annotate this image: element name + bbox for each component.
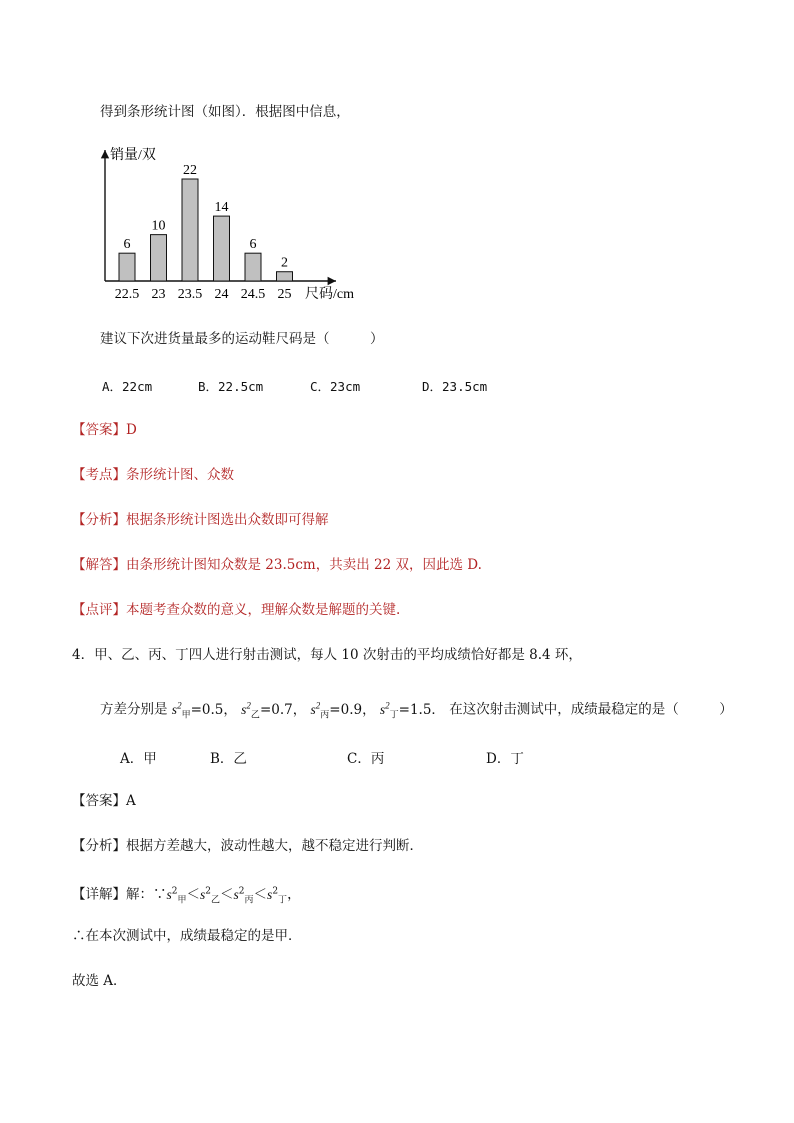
ineq-op-2: ＜ [220, 886, 234, 903]
variance-ding: $s^2_丁=1.5$． [379, 700, 445, 721]
q3-jieda [72, 556, 482, 574]
bar-value-label: 6 [123, 237, 131, 253]
bar-25 [277, 272, 293, 281]
bar-value-label: 10 [151, 218, 166, 234]
variance-jia: $s^2_甲=0.5$， [171, 700, 237, 721]
q4-line2 [100, 696, 733, 724]
bar-23 [151, 235, 167, 281]
answer-value: A [126, 793, 136, 809]
q4-final: 故选 A． [72, 973, 127, 989]
q3-option-d: D．23.5cm [422, 379, 488, 394]
q3-dianping [72, 601, 400, 619]
bar-value-label: 22 [183, 163, 197, 178]
q4-option-b: B．乙 [210, 751, 247, 767]
detail-tag: 【详解】 [72, 886, 126, 903]
ineq-term-3: $s^2_丙$ [233, 886, 254, 906]
q4-line1: 4．甲、乙、丙、丁四人进行射击测试，每人 10 次射击的平均成绩恰好都是 8.4 环， [72, 647, 582, 663]
ineq-term-4: $s^2_丁$ [267, 886, 288, 906]
answer-tag: 【答案】 [72, 422, 126, 438]
q3-kaodian [72, 466, 234, 484]
kaodian-tag: 【考点】 [72, 467, 126, 483]
x-tick-label: 25 [277, 287, 292, 302]
jieda-text: 由条形统计图知众数是 23.5cm，共卖出 22 双，因此选 D. [126, 557, 482, 573]
dianping-tag: 【点评】 [72, 602, 126, 618]
bar-value-label: 6 [249, 237, 257, 253]
answer-tag: 【答案】 [72, 793, 126, 809]
x-tick-label: 23.5 [177, 287, 203, 302]
ineq-term-1: $s^2_甲$ [166, 886, 187, 906]
q3-fenxi [72, 511, 329, 529]
jieda-tag: 【解答】 [72, 557, 126, 573]
bar-24 [214, 216, 230, 281]
fenxi-tag: 【分析】 [72, 838, 126, 854]
kaodian-text: 条形统计图、众数 [126, 467, 234, 483]
dianping-text: 本题考查众数的意义，理解众数是解题的关键. [126, 602, 401, 618]
variance-bing: $s^2_丙=0.9$， [310, 700, 376, 721]
ineq-term-2: $s^2_乙$ [200, 886, 221, 906]
bar-24.5 [245, 253, 261, 281]
bar-value-label: 14 [214, 200, 229, 216]
bar-22.5 [119, 253, 135, 281]
intro-text: 得到条形统计图（如图）．根据图中信息， [100, 104, 350, 120]
q3-prompt: 建议下次进货量最多的运动鞋尺码是（ ） [100, 331, 384, 347]
variance-prefix: 方差分别是 [100, 701, 168, 718]
x-tick-label: 23 [151, 287, 166, 302]
ineq-op-1: ＜ [186, 886, 201, 903]
x-tick-label: 24.5 [240, 287, 266, 302]
q4-answer [72, 792, 136, 810]
fenxi-text: 根据方差越大，波动性越大，越不稳定进行判断． [126, 838, 423, 854]
q4-question: 在这次射击测试中，成绩最稳定的是（ ） [449, 701, 733, 718]
q3-option-c: C．23cm [310, 379, 361, 394]
q4-option-a: A．甲 [120, 751, 157, 767]
answer-value: D [126, 422, 137, 438]
detail-prefix: 解：∵ [126, 886, 167, 903]
x-tick-label: 24 [214, 287, 229, 302]
x-axis-label: 尺码/cm [305, 287, 354, 302]
y-axis-label: 销量/双 [110, 148, 156, 163]
q3-option-a: A．22cm [102, 379, 153, 394]
fenxi-text: 根据条形统计图选出众数即可得解 [126, 512, 329, 528]
q4-conclusion: ∴在本次测试中，成绩最稳定的是甲． [72, 928, 302, 944]
q4-detail [72, 882, 301, 909]
bar-23.5 [182, 179, 198, 281]
fenxi-tag: 【分析】 [72, 512, 126, 528]
ineq-op-4: ， [287, 886, 301, 903]
ineq-op-3: ＜ [253, 886, 268, 903]
q4-option-d: D．丁 [486, 751, 524, 767]
bar-value-label: 2 [281, 255, 288, 271]
q4-fenxi [72, 837, 423, 855]
variance-yi: $s^2_乙=0.7$， [241, 700, 307, 721]
q3-option-b: B．22.5cm [198, 379, 264, 394]
q3-answer [72, 421, 137, 439]
q4-option-c: C．丙 [347, 751, 385, 767]
x-tick-label: 22.5 [114, 287, 140, 302]
